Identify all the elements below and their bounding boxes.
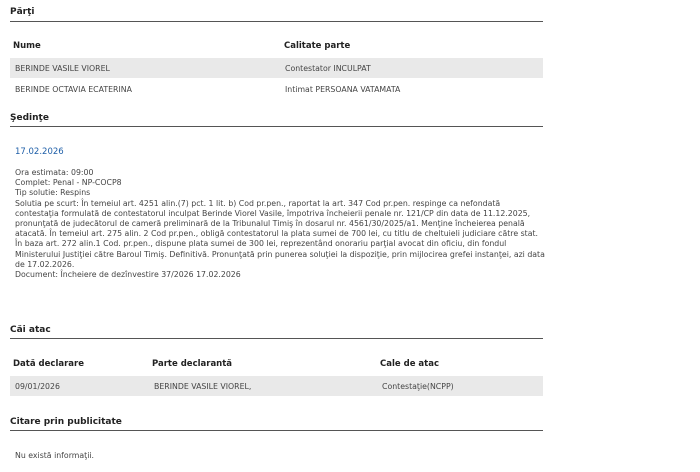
cai-atac-row-0-cale: Contestaţie(NCPP) — [382, 382, 454, 391]
tip-solutie: Tip solutie: Respins — [15, 188, 91, 198]
cai-atac-header-cale: Cale de atac — [380, 359, 439, 369]
parti-row-0-calitate: Contestator INCULPAT — [285, 64, 371, 73]
table-row — [10, 376, 543, 396]
parti-row-0-nume: BERINDE VASILE VIOREL — [15, 64, 110, 73]
solutie-pe-scurt: Solutia pe scurt: În temeiul art. 4251 alin.(7) pct. 1 lit. b) Cod pr.pen., raportat la art. 347 Cod pr.pen. respinge ca nefondată contestaţia formulată de contestatorul inculpat Berinde Viorel Vasile, împotriva încheierii penale nr. 121/CP din data de 11.12.2025, pronunţată de judecătorul de cameră preliminară de la Tribunalul Timiş în dosarul nr. 4561/30/2025/a1. Menţine încheierea penală atacată. În temeiul art. 275 alin. 2 Cod pr.pen., obligă contestatorul la plata sumei de 700 lei, cu titlu de cheltuieli judiciare către stat. În baza art. 272 alin.1 Cod. pr.pen., dispune plata sumei de 300 lei, reprezentând onorariu parţial avocat din oficiu, din fondul Ministerului Justiţiei către Baroul Timiş. Definitivă. Pronunţată prin punerea soluţiei la dispoziţie, prin mijlocirea grefei instanţei, azi data de 17.02.2026. — [15, 198, 545, 269]
sedinta-date-link[interactable]: 17.02.2026 — [15, 147, 64, 157]
sedinta-details — [15, 168, 545, 280]
parti-section-title: Părţi — [10, 7, 35, 17]
citare-divider — [10, 430, 543, 431]
cai-atac-row-0-data: 09/01/2026 — [15, 382, 60, 391]
parti-header-calitate: Calitate parte — [284, 41, 351, 51]
parti-row-1-calitate: Intimat PERSOANA VATAMATA — [285, 85, 401, 94]
parti-header-nume: Nume — [13, 41, 41, 51]
parti-row-1-nume: BERINDE OCTAVIA ECATERINA — [15, 85, 132, 94]
cai-atac-header-data: Dată declarare — [13, 359, 84, 369]
parti-divider — [10, 21, 543, 22]
cai-atac-section-title: Căi atac — [10, 325, 51, 335]
sedinte-section-title: Şedinţe — [10, 113, 49, 123]
document: Document: Încheiere de dezînvestire 37/2026 17.02.2026 — [15, 270, 241, 280]
cai-atac-header-parte: Parte declarantă — [152, 359, 233, 369]
ora-estimata: Ora estimata: 09:00 — [15, 168, 94, 177]
citare-text: Nu există informaţii. — [15, 451, 95, 460]
cai-atac-row-0-parte: BERINDE VASILE VIOREL, — [154, 382, 252, 391]
sedinte-divider — [10, 126, 543, 127]
cai-atac-divider — [10, 338, 543, 339]
citare-section-title: Citare prin publicitate — [10, 417, 122, 427]
complet: Complet: Penal - NP-COCP8 — [15, 178, 122, 188]
